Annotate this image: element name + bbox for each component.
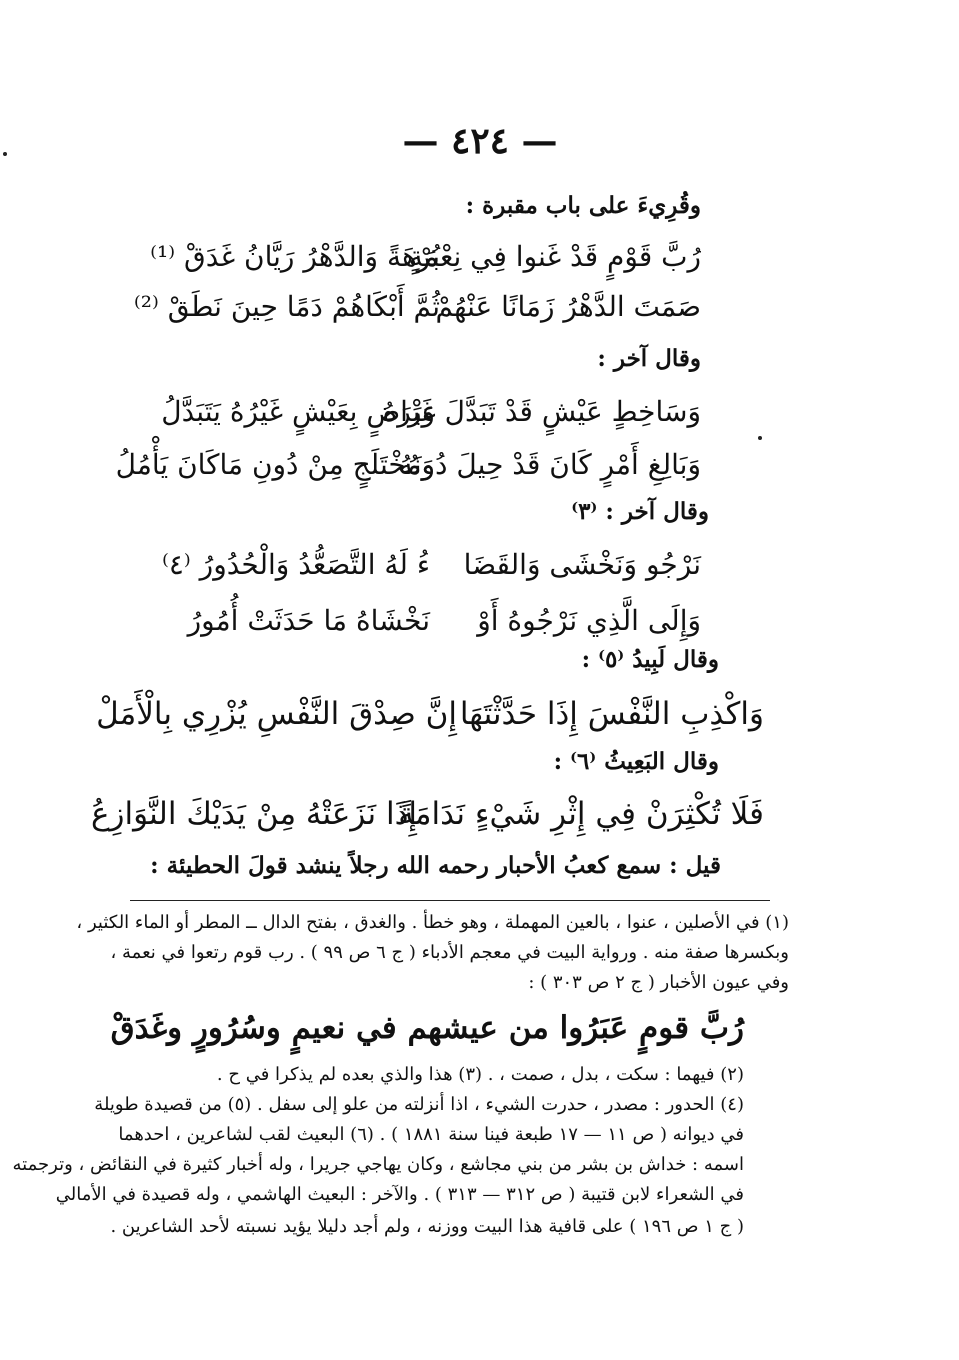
intro-line: وقُرِيءَ على باب مقبرة : (465, 192, 701, 219)
intro-line: وقال آخر : (597, 345, 701, 372)
page-number: — ٤٢٤ — (402, 120, 558, 162)
footnote-line: وبكسرها صفة منه . ورواية البيت في معجم الأدباء ( ج ٦ ص ٩٩ ) . رب قوم رتعوا في نعمة ، (110, 942, 789, 963)
verse-hemistich-right: نَرْجُو وَنَخْشَى وَالقَضَا (463, 548, 701, 581)
intro-line: قيل : سمع كعبُ الأحبار رحمه الله رجلاً ينشد قولَ الحطيئة : (150, 852, 721, 879)
intro-line: وقال البَعِيثُ ⁽٦⁾ : (553, 748, 719, 775)
verse-hemistich-right: وَسَاخِطٍ عَيْشٍ قَدْ تَبَدَّلَ غَيْرَهُ (382, 395, 701, 428)
verse-hemistich-right: وَبَالِغِ أَمْرٍ كَانَ قَدْ حِيلَ دُونَهُ (398, 448, 701, 481)
verse-hemistich-left: ثُمَّ أَبْكَاهُمْ دَمًا حِينَ نَطَقْ ⁽²⁾ (133, 290, 440, 323)
footnote-verse: رُبَّ قومٍ عَبَرُوا من عيشهم في نعيمٍ وسُرُورٍ وغَدَقْ (110, 1010, 744, 1046)
scan-speck (3, 152, 7, 156)
verse-hemistich-left: إِنَّ صِدْقَ النَّفْسِ يُزْرِي بِالْأَمَلْ (96, 696, 457, 732)
scan-speck (758, 436, 762, 440)
intro-line: وقال آخر : ⁽٣⁾ (571, 498, 709, 525)
footnote-line: وفي عيون الأخبار ( ج ٢ ص ٣٠٣ ) : (528, 972, 789, 993)
verse-hemistich-left: بُرْهَةً وَالدَّهْرُ رَيَّانُ غَدَقْ ⁽¹⁾ (150, 240, 440, 273)
verse-hemistich-left: وَمُخْتَلَجٍ مِنْ دُونِ مَاكَانَ يَأْمُلُ (115, 448, 435, 481)
verse-hemistich-right: وَاكْذِبِ النَّفْسَ إِذَا حَدَّثْتَهَا (459, 696, 764, 732)
intro-line: وقال لَبِيدُ ⁽٥⁾ : (581, 646, 719, 673)
verse-hemistich-right: فَلَا تُكْثِرَنْ فِي إِثْرِ شَيْءٍ نَدَامَةً (398, 796, 764, 832)
footnote-line: في ديوانه ( ص ١١ — ١٧ طبعة فينا سنة ١٨٨١ ) . (٦) البعيث لقب لشاعرين ، احدهما (118, 1124, 744, 1145)
footnote-line: (٢) فيهما : سكت ، بدل ، صمت ، . (٣) هذا والذي بعده لم يذكرا في ح . (216, 1064, 744, 1085)
verse-hemistich-right: وَإِلَى الَّذِي نَرْجُوهُ أَوْ (477, 604, 701, 637)
footnote-line: ( ج ١ ص ١٩٦ ) على قافية هذا البيت ووزنه ، ولم أجد دليلا يؤيد نسبته لأحد الشاعرين . (110, 1216, 744, 1237)
verse-hemistich-left: وَرَاضٍ بِعَيْشٍ غَيْرُهُ يَتَبَدَّلُ (161, 395, 435, 428)
verse-hemistich-left: نَخْشَاهُ مَا حَدَثَتْ أُمُورُ (187, 604, 430, 637)
footnote-separator (130, 900, 770, 901)
footnote-line: اسمه : خداش بن بشر من بني مجاشع ، وكان يهاجي جريرا ، وله أخبار كثيرة في النقائض ، وترجمته (12, 1154, 744, 1175)
footnote-line: في الشعراء لابن قتيبة ( ص ٣١٢ — ٣١٣ ) . والآخر : البعيث الهاشمي ، وله قصيدة في الأمالي (55, 1184, 744, 1205)
verse-hemistich-right: رُبَّ قَوْمٍ قَدْ غَنوا فِي نِعْمَةٍ (408, 240, 701, 273)
verse-hemistich-left: إِذَا نَزَعَتْهُ مِنْ يَدَيْكَ النَّوَازِعُ (90, 796, 417, 832)
footnote-line: (٤) الحدور : مصدر ، حدرت الشيء ، اذا أنزلته من علو إلى سفل . (٥) من قصيدة طويلة (94, 1094, 744, 1115)
verse-hemistich-right: صَمَتَ الدَّهْرُ زَمَانًا عَنْهُمْ (435, 290, 701, 323)
verse-hemistich-left: ءُ لَهُ التَّصَعُّدُ وَالْحُدُورُ ⁽٤⁾ (161, 548, 430, 581)
footnote-line: (١) في الأصلين ، عنوا ، بالعين المهملة ، وهو خطأ . والغدق ، بفتح الدال ــ المطر أو الماء الكثير ، (76, 912, 789, 933)
